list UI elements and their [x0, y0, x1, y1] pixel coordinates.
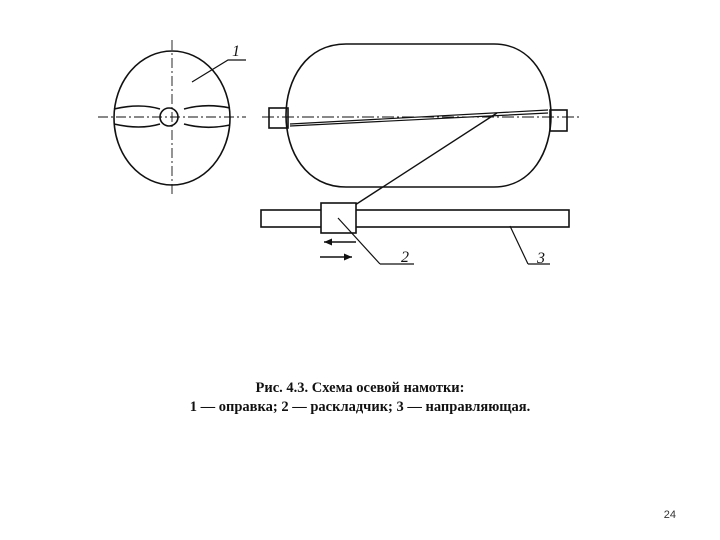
fiber-winding-path [290, 110, 548, 126]
figure-caption-legend: 1 — оправка; 2 — раскладчик; 3 — направляющая. [189, 399, 531, 415]
guide-rail [261, 210, 569, 227]
mandrel-left-shaft-end [269, 108, 288, 128]
mandrel-end-view [98, 40, 246, 196]
label-1: 1 [232, 43, 240, 60]
fiber-feed-line [355, 113, 497, 205]
guide-and-carriage [261, 203, 569, 264]
guide-leader [510, 226, 528, 264]
figure-caption-title: Рис. 4.3. Схема осевой намотки: [255, 380, 465, 396]
motion-right-arrow [320, 254, 352, 261]
mandrel-side-view [262, 44, 582, 205]
mandrel-right-shaft-end [550, 110, 567, 131]
page-number: 24 [663, 509, 676, 521]
mandrel-body-outline [286, 44, 551, 187]
label-2: 2 [401, 249, 409, 266]
motion-left-arrow [324, 239, 356, 246]
label-3: 3 [537, 250, 545, 267]
